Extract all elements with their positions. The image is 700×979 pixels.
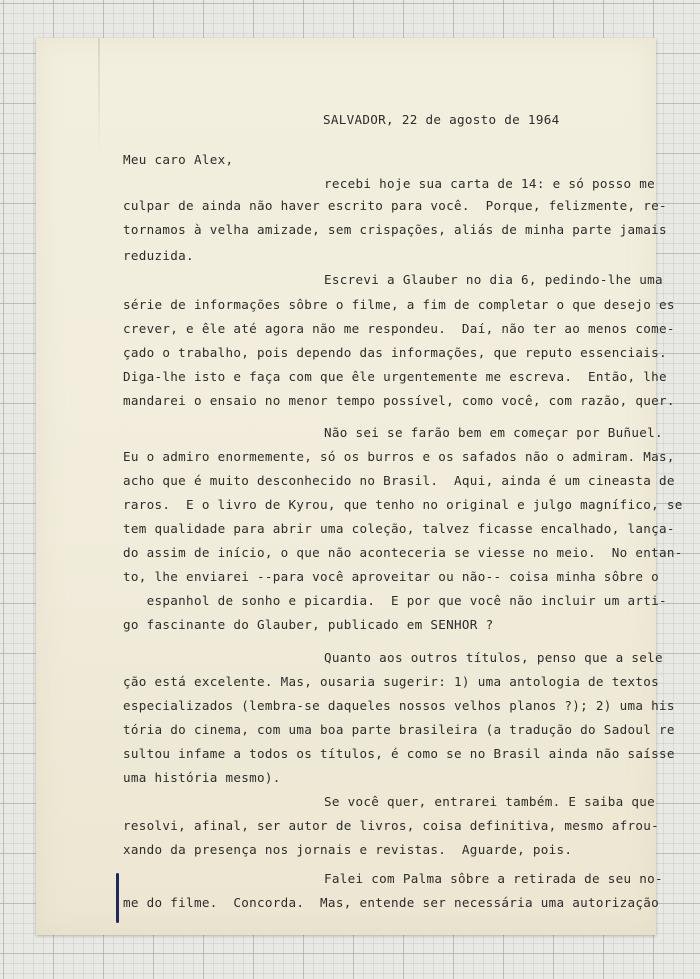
letter-line: tornamos à velha amizade, sem crispações, aliás de minha parte jamais (123, 222, 667, 237)
letter-line: série de informações sôbre o filme, a fim de completar o que desejo es (123, 297, 675, 312)
letter-line: tória do cinema, com uma boa parte brasileira (a tradução do Sadoul re (123, 722, 675, 737)
letter-line: Se você quer, entrarei também. E saiba que (324, 794, 656, 809)
letter-line: Quanto aos outros títulos, penso que a sele (324, 650, 663, 665)
letter-salutation: Meu caro Alex, (123, 152, 234, 167)
letter-line: to, lhe enviarei --para você aproveitar ou não-- coisa minha sôbre o (123, 569, 659, 584)
letter-line: go fascinante do Glauber, publicado em SENHOR ? (123, 617, 494, 632)
letter-line: xando da presença nos jornais e revistas. Aguarde, pois. (123, 842, 573, 857)
letter-line: sultou infame a todos os títulos, é como se no Brasil ainda não saísse (123, 746, 675, 761)
letter-line: raros. E o livro de Kyrou, que tenho no original e julgo magnífico, se (123, 497, 683, 512)
letter-line: tem qualidade para abrir uma coleção, talvez ficasse encalhado, lança- (123, 521, 675, 536)
letter-line: uma história mesmo). (123, 770, 281, 785)
letter-line: reduzida. (123, 248, 194, 263)
letter-line: do assim de início, o que não aconteceria se viesse no meio. No entan- (123, 545, 683, 560)
letter-dateline: SALVADOR, 22 de agosto de 1964 (323, 112, 560, 127)
letter-line: Diga-lhe isto e faça com que êle urgentemente me escreva. Então, lhe (123, 369, 667, 384)
letter-line: Falei com Palma sôbre a retirada de seu no- (324, 871, 663, 886)
letter-line: acho que é muito desconhecido no Brasil. Aqui, ainda é um cineasta de (123, 473, 675, 488)
letter-line: espanhol de sonho e picardia. E por que você não incluir um arti- (123, 593, 667, 608)
letter-line: especializados (lembra-se daqueles nossos velhos planos ?); 2) uma his (123, 698, 675, 713)
letter-line: Eu o admiro enormemente, só os burros e os safados não o admiram. Mas, (123, 449, 675, 464)
letter-line: culpar de ainda não haver escrito para você. Porque, felizmente, re- (123, 198, 667, 213)
letter-line: resolvi, afinal, ser autor de livros, coisa definitiva, mesmo afrou- (123, 818, 659, 833)
letter-line: çado o trabalho, pois dependo das informações, que reputo essenciais. (123, 345, 667, 360)
letter-line: Escrevi a Glauber no dia 6, pedindo-lhe uma (324, 272, 663, 287)
letter-line: recebi hoje sua carta de 14: e só posso me (324, 176, 656, 191)
letter-line: me do filme. Concorda. Mas, entende ser necessária uma autorização (123, 895, 659, 910)
paper-fold (98, 38, 100, 158)
ink-margin-mark (116, 873, 119, 923)
letter-line: Não sei se farão bem em começar por Buñuel. (324, 425, 663, 440)
letter-line: crever, e êle até agora não me respondeu. Daí, não ter ao menos come- (123, 321, 675, 336)
letter-line: ção está excelente. Mas, ousaria sugerir: 1) uma antologia de textos (123, 674, 659, 689)
letter-line: mandarei o ensaio no menor tempo possível, como você, com razão, quer. (123, 393, 675, 408)
